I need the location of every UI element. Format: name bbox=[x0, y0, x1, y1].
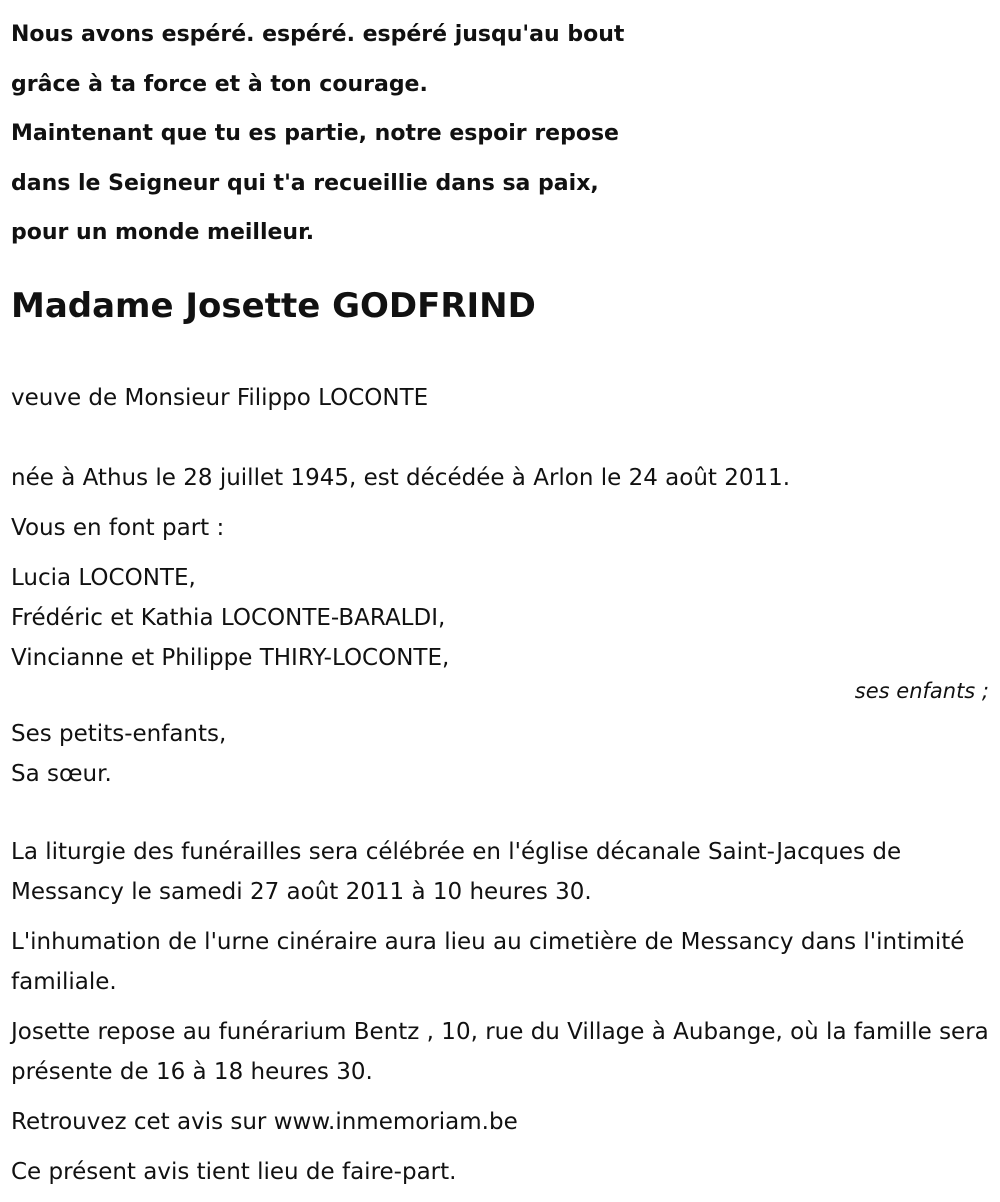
poem-line: pour un monde meilleur. bbox=[11, 220, 315, 245]
children-label: ses enfants ; bbox=[854, 678, 989, 703]
funeral-liturgy: La liturgie des funérailles sera célébrée en l'église décanale Saint-Jacques de Messancy le samedi 27 août 2011 à 10 heures 30. bbox=[11, 838, 902, 905]
funeral-home-info: Josette repose au funérarium Bentz , 10, rue du Village à Aubange, où la famille sera présente de 16 à 18 heures 30. bbox=[11, 1018, 989, 1085]
poem-line: grâce à ta force et à ton courage. bbox=[11, 71, 428, 97]
birth-death: née à Athus le 28 juillet 1945, est décédée à Arlon le 24 août 2011. bbox=[11, 464, 791, 491]
death-notice bbox=[11, 0, 991, 1202]
poem bbox=[11, 0, 991, 258]
poem-line: Nous avons espéré. espéré. espéré jusqu'au bout bbox=[11, 22, 625, 47]
deceased-name: Madame Josette GODFRIND bbox=[11, 285, 536, 326]
poem-line: Maintenant que tu es partie, notre espoir repose bbox=[11, 121, 619, 146]
relative-entry: Ses petits-enfants, bbox=[11, 720, 227, 747]
family-intro: Vous en font part : bbox=[11, 514, 225, 541]
burial-info: L'inhumation de l'urne cinéraire aura lieu au cimetière de Messancy dans l'intimité familiale. bbox=[11, 928, 965, 995]
widow-of: veuve de Monsieur Filippo LOCONTE bbox=[11, 384, 429, 411]
children-list bbox=[11, 558, 991, 678]
child-entry: Vincianne et Philippe THIRY-LOCONTE, bbox=[11, 644, 450, 671]
closing-note: Ce présent avis tient lieu de faire-part. bbox=[11, 1158, 457, 1185]
other-relatives bbox=[11, 714, 991, 794]
child-entry: Lucia LOCONTE, bbox=[11, 564, 196, 591]
website-info: Retrouvez cet avis sur www.inmemoriam.be bbox=[11, 1108, 518, 1135]
arrangements bbox=[11, 832, 991, 1192]
poem-line: dans le Seigneur qui t'a recueillie dans sa paix, bbox=[11, 170, 599, 196]
child-entry: Frédéric et Kathia LOCONTE-BARALDI, bbox=[11, 604, 446, 631]
relative-entry: Sa sœur. bbox=[11, 760, 112, 787]
